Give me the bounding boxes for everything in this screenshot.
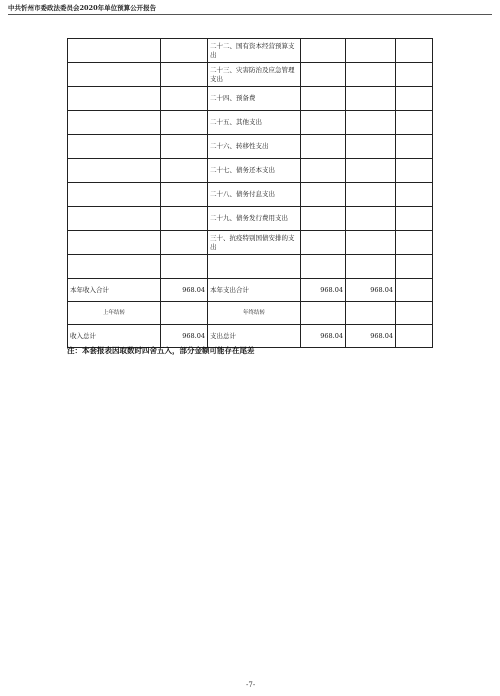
table-row (68, 39, 433, 63)
report-header-title: 中共忻州市委政法委员会2020年单位预算公开报告 (8, 4, 157, 12)
table-row (68, 183, 433, 207)
current-year-income-label: 本年收入合计 (68, 279, 161, 302)
expense-total-value: 968.04 (301, 325, 346, 348)
expense-item-label: 二十五、其他支出 (208, 111, 301, 135)
expense-item-label: 二十四、预备费 (208, 87, 301, 111)
expense-item-label: 二十三、灾害防治及应急管理支出 (208, 63, 301, 87)
current-year-income-value: 968.04 (161, 279, 208, 302)
expense-item-label: 二十二、国有资本经营预算支出 (208, 39, 301, 63)
table-row (68, 87, 433, 111)
expense-item-label: 二十九、债务发行费用支出 (208, 207, 301, 231)
expense-item-label: 三十、抗疫特别国债安排的支出 (208, 231, 301, 255)
rounding-note: 注：本套报表因取数时四舍五入，部分金额可能存在尾差 (67, 346, 255, 355)
table-row (68, 135, 433, 159)
expense-total-label: 支出总计 (208, 325, 301, 348)
expense-item-label: 二十八、债务付息支出 (208, 183, 301, 207)
income-total-label: 收入总计 (68, 325, 161, 348)
income-total-value: 968.04 (161, 325, 208, 348)
carryover-row (68, 302, 433, 325)
prior-year-carryover-label: 上年结转 (68, 302, 161, 325)
year-end-carryover-label: 年终结转 (208, 302, 301, 325)
current-year-expense-label: 本年支出合计 (208, 279, 301, 302)
table-row (68, 231, 433, 255)
expense-item-label: 二十七、债务还本支出 (208, 159, 301, 183)
expense-total-value: 968.04 (346, 325, 396, 348)
current-year-total-row (68, 279, 433, 302)
expense-item-label: 二十六、转移性支出 (208, 135, 301, 159)
header-divider (8, 14, 492, 15)
table-row (68, 111, 433, 135)
current-year-expense-value: 968.04 (301, 279, 346, 302)
table-row (68, 159, 433, 183)
budget-summary-table (67, 38, 433, 348)
page-number: -7- (246, 681, 256, 689)
table-row-empty (68, 255, 433, 279)
current-year-expense-value: 968.04 (346, 279, 396, 302)
table-row (68, 63, 433, 87)
table-row (68, 207, 433, 231)
